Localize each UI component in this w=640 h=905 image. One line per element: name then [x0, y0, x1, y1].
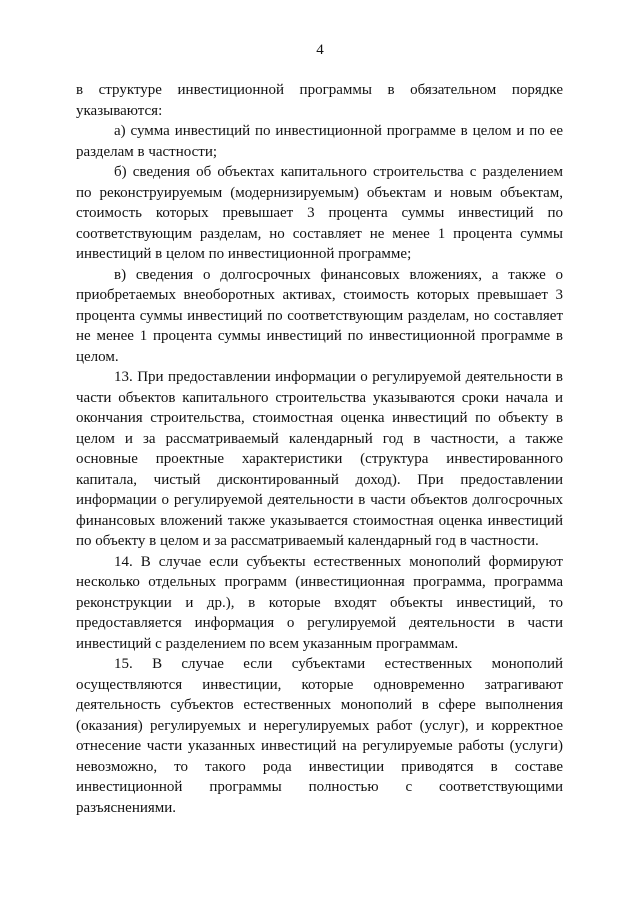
paragraph-clause-14: 14. В случае если субъекты естественных монополий формируют несколько отдельных программ (инвестиционная программа, программа реконструкции и др.), в которые входят объекты инвестиций, то предоставляется информация о регулируемой деятельности в части инвестиций с разделением по всем указанным программам.: [76, 553, 563, 652]
paragraph-intro: в структуре инвестиционной программы в обязательном порядке указываются:: [76, 82, 563, 119]
document-body: [76, 80, 563, 818]
paragraph-clause-13: 13. При предоставлении информации о регулируемой деятельности в части объектов капитального строительства указываются сроки начала и окончания строительства, стоимостная оценка инвестиций по объекту в целом и за рассматриваемый календарный год в частности, а также основные проектные характеристики (структура инвестированного капитала, чистый дисконтированный доход). При предоставлении информации о регулируемой деятельности в части объектов долгосрочных финансовых вложений также указывается стоимостная оценка инвестиций по объекту в целом и за рассматриваемый календарный год в частности.: [76, 369, 563, 549]
page-number: 4: [316, 42, 324, 58]
paragraph-clause-15: 15. В случае если субъектами естественных монополий осуществляются инвестиции, которые одновременно затрагивают деятельность субъектов естественных монополий в сфере выполнения (оказания) регулируемых и нерегулируемых работ (услуг), и корректное отнесение части указанных инвестиций на регулируемые работы (услуги) невозможно, то такого рода инвестиции приводятся в составе инвестиционной программы полностью с соответствующими разъяснениями.: [76, 656, 563, 816]
paragraph-item-a: а) сумма инвестиций по инвестиционной программе в целом и по ее разделам в частности;: [76, 123, 563, 160]
paragraph-item-b: б) сведения об объектах капитального строительства с разделением по реконструируемым (модернизируемым) объектам и новым объектам, стоимость которых превышает 3 процента суммы инвестиций по соответствующим разделам, но составляет не менее 1 процента суммы инвестиций в целом по инвестиционной программе;: [76, 164, 563, 262]
paragraph-item-v: в) сведения о долгосрочных финансовых вложениях, а также о приобретаемых внеоборотных активах, стоимость которых превышает 3 процента суммы инвестиций по соответствующим разделам, но составляет не менее 1 процента суммы инвестиций по инвестиционной программе в целом.: [76, 266, 563, 365]
